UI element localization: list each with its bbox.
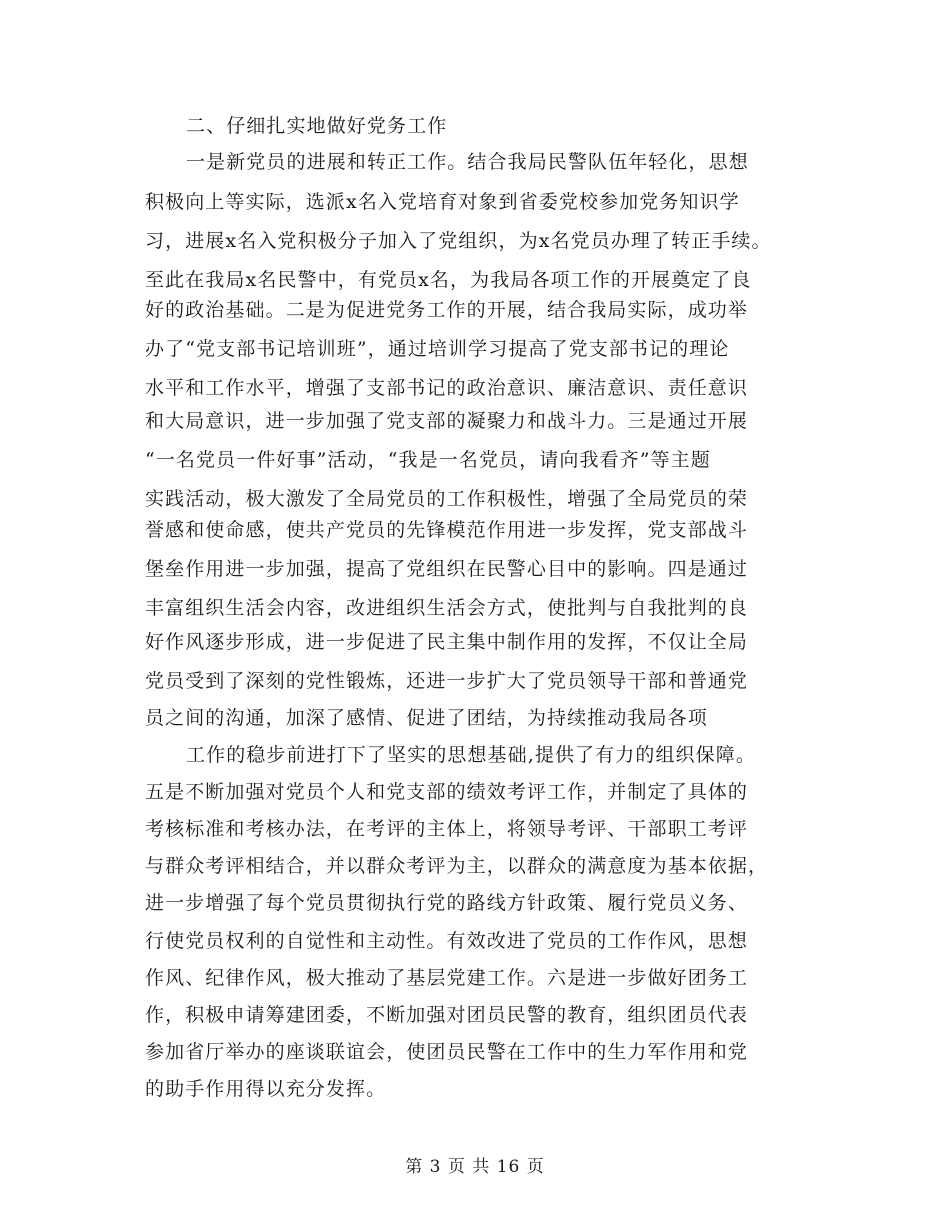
paragraph-line: 与群众考评相结合，并以群众考评为主，以群众的满意度为基本依据， [145, 855, 769, 877]
paragraph-line: 办了“党支部书记培训班”，通过培训学习提高了党支部书记的理论 [145, 338, 730, 360]
paragraph-line: 的助手作用得以充分发挥。 [145, 1078, 387, 1100]
paragraph-line: 誉感和使命感，使共产党员的先锋模范作用进一步发挥，党支部战斗 [145, 519, 749, 541]
paragraph-line: 好的政治基础。二是为促进党务工作的开展，结合我局实际，成功举 [145, 299, 749, 321]
paragraph-line: 考核标准和考核办法，在考评的主体上，将领导考评、干部职工考评 [145, 818, 749, 840]
paragraph-line: 和大局意识，进一步加强了党支部的凝聚力和战斗力。三是通过开展 [145, 410, 749, 432]
paragraph-line: 党员受到了深刻的党性锻炼，还进一步扩大了党员领导干部和普通党 [145, 670, 749, 692]
paragraph-line: 作，积极申请筹建团委，不断加强对团员民警的教育，组织团员代表 [145, 1004, 749, 1026]
paragraph-line: 实践活动，极大激发了全局党员的工作积极性，增强了全局党员的荣 [145, 488, 749, 510]
paragraph-line: 好作风逐步形成，进一步促进了民主集中制作用的发挥，不仅让全局 [145, 631, 749, 653]
paragraph-line: 一是新党员的进展和转正工作。结合我局民警队伍年轻化，思想 [186, 151, 749, 173]
paragraph-line: 水平和工作水平，增强了支部书记的政治意识、廉洁意识、责任意识 [145, 377, 749, 399]
paragraph-line: 五是不断加强对党员个人和党支部的绩效考评工作，并制定了具体的 [145, 781, 749, 803]
paragraph-line: 工作的稳步前进打下了坚实的思想基础,提供了有力的组织保障。 [186, 744, 756, 766]
paragraph-line: 参加省厅举办的座谈联谊会，使团员民警在工作中的生力军作用和党 [145, 1041, 749, 1063]
section-heading: 二、仔细扎实地做好党务工作 [186, 115, 448, 137]
paragraph-line: 丰富组织生活会内容，改进组织生活会方式，使批判与自我批判的良 [145, 597, 749, 619]
paragraph-line: 员之间的沟通，加深了感情、促进了团结，为持续推动我局各项 [145, 707, 708, 729]
paragraph-line: 至此在我局x名民警中，有党员x名，为我局各项工作的开展奠定了良 [145, 269, 752, 291]
paragraph-line: 作风、纪律作风，极大推动了基层党建工作。六是进一步做好团务工 [145, 967, 749, 989]
page-number: 第 3 页 共 16 页 [405, 1157, 545, 1177]
paragraph-line: 习，进展x名入党积极分子加入了党组织，为x名党员办理了转正手续。 [145, 230, 772, 252]
paragraph-line: “一名党员一件好事”活动，“我是一名党员，请向我看齐”等主题 [145, 449, 711, 471]
paragraph-line: 进一步增强了每个党员贯彻执行党的路线方针政策、履行党员义务、 [145, 892, 749, 914]
paragraph-line: 堡垒作用进一步加强，提高了党组织在民警心目中的影响。四是通过 [145, 558, 749, 580]
paragraph-line: 积极向上等实际，选派x名入党培育对象到省委党校参加党务知识学 [145, 191, 740, 213]
paragraph-line: 行使党员权利的自觉性和主动性。有效改进了党员的工作作风，思想 [145, 930, 749, 952]
